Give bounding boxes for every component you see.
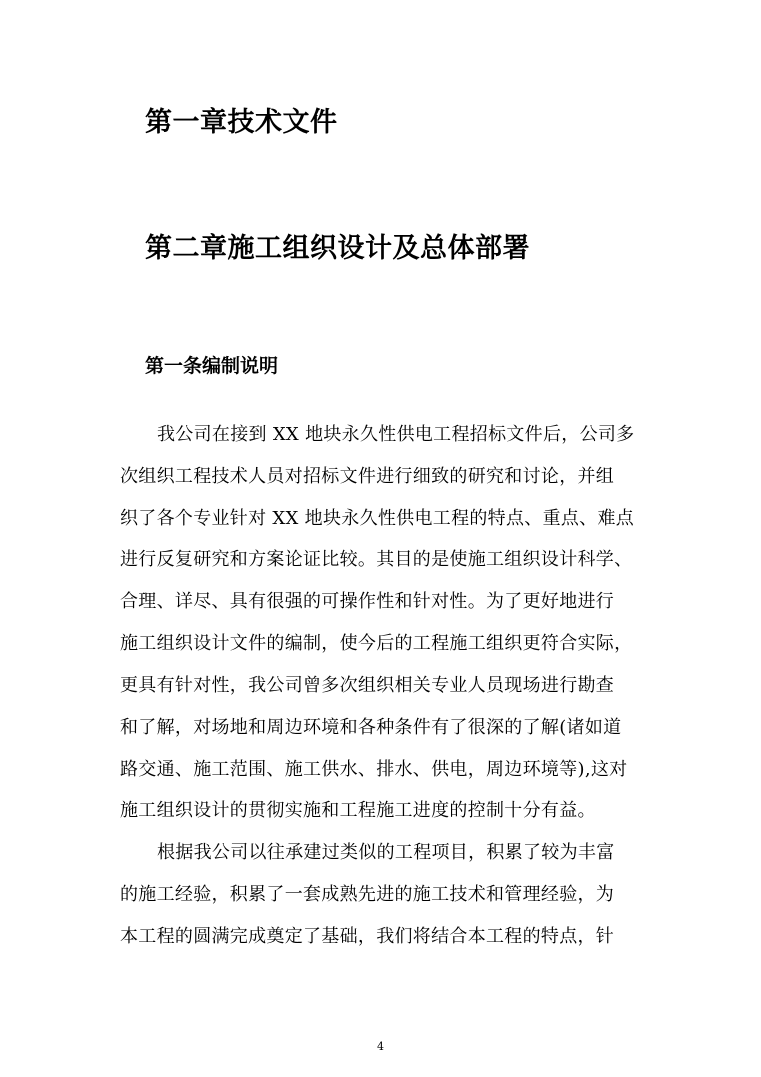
chapter-1-title: 第一章技术文件 — [145, 107, 338, 138]
paragraph-line: 路交通、施工范围、施工供水、排水、供电，周边环境等),这对 — [120, 759, 628, 780]
paragraph-line: 施工组织设计文件的编制，使今后的工程施工组织更符合实际， — [120, 633, 633, 654]
paragraph-line: 更具有针对性，我公司曾多次组织相关专业人员现场进行勘查 — [120, 675, 615, 696]
paragraph-line: 施工组织设计的贯彻实施和工程施工进度的控制十分有益。 — [120, 800, 596, 821]
page-number: 4 — [377, 1040, 384, 1053]
chapter-2-title: 第二章施工组织设计及总体部署 — [145, 233, 530, 264]
paragraph-line: 进行反复研究和方案论证比较。其目的是使施工组织设计科学、 — [120, 549, 633, 570]
paragraph-line: 本工程的圆满完成奠定了基础，我们将结合本工程的特点，针 — [120, 926, 615, 947]
paragraph-line: 根据我公司以往承建过类似的工程项目，积累了较为丰富 — [157, 842, 615, 863]
paragraph-line: 的施工经验，积累了一套成熟先进的施工技术和管理经验，为 — [120, 884, 615, 905]
paragraph-line: 次组织工程技术人员对招标文件进行细致的研究和讨论，并组 — [120, 466, 615, 487]
paragraph-line: 我公司在接到 XX 地块永久性供电工程招标文件后，公司多 — [157, 424, 635, 445]
section-title: 第一条编制说明 — [145, 355, 279, 377]
paragraph-line: 和了解，对场地和周边环境和各种条件有了很深的了解(诸如道 — [120, 717, 622, 738]
paragraph-line: 织了各个专业针对 XX 地块永久性供电工程的特点、重点、难点 — [120, 508, 635, 529]
paragraph-line: 合理、详尽、具有很强的可操作性和针对性。为了更好地进行 — [120, 591, 615, 612]
